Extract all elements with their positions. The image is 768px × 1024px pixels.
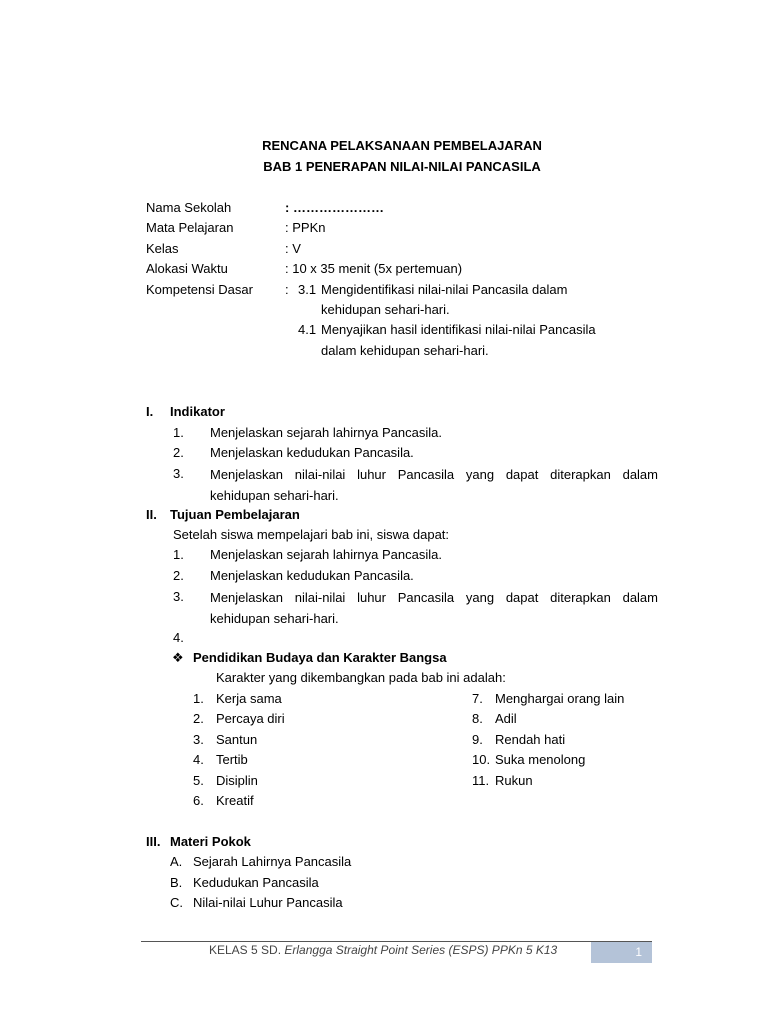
character-intro: Karakter yang dikembangkan pada bab ini adalah: xyxy=(216,670,506,685)
section-1-title: Indikator xyxy=(170,404,225,419)
chapter-title: BAB 1 PENERAPAN NILAI-NILAI PANCASILA xyxy=(263,159,541,174)
character-item: Adil xyxy=(495,711,517,726)
section-3-number: III. xyxy=(146,834,161,849)
school-value: : ………………… xyxy=(285,200,384,215)
list-item: Nilai-nilai Luhur Pancasila xyxy=(193,895,343,910)
list-item-number: 2. xyxy=(173,445,184,460)
list-item: Menjelaskan nilai-nilai luhur Pancasila yang dapat diterapkan dalam kehidupan sehari-hari. xyxy=(210,467,658,503)
list-item-number: 3. xyxy=(173,589,184,604)
character-item: Rendah hati xyxy=(495,732,566,747)
character-item: Menghargai orang lain xyxy=(495,691,625,706)
character-item-number: 6. xyxy=(193,793,204,808)
character-item: Kerja sama xyxy=(216,691,282,706)
kd1-text: Mengidentifikasi nilai-nilai Pancasila dalam xyxy=(321,282,568,297)
list-item-number: 3. xyxy=(173,466,184,481)
section-1-number: I. xyxy=(146,404,154,419)
list-item: Menjelaskan kedudukan Pancasila. xyxy=(210,568,414,583)
character-item-number: 8. xyxy=(472,711,483,726)
character-item: Percaya diri xyxy=(216,711,285,726)
character-item: Suka menolong xyxy=(495,752,586,767)
character-item: Disiplin xyxy=(216,773,258,788)
list-item: Kedudukan Pancasila xyxy=(193,875,319,890)
kd2-text-cont: dalam kehidupan sehari-hari. xyxy=(321,343,489,358)
kd1-number: 3.1 xyxy=(298,282,317,297)
footer-text xyxy=(209,943,557,957)
character-item-number: 10. xyxy=(472,752,491,767)
time-label: Alokasi Waktu xyxy=(146,261,228,276)
subject-label: Mata Pelajaran xyxy=(146,220,234,235)
list-item: Menjelaskan sejarah lahirnya Pancasila. xyxy=(210,425,442,440)
class-value: : V xyxy=(285,241,301,256)
kd2-text: Menyajikan hasil identifikasi nilai-nilai Pancasila xyxy=(321,322,596,337)
character-item-number: 2. xyxy=(193,711,204,726)
school-label: Nama Sekolah xyxy=(146,200,232,215)
character-item-number: 5. xyxy=(193,773,204,788)
section-3-title: Materi Pokok xyxy=(170,834,251,849)
list-item-number: B. xyxy=(170,875,183,890)
time-value: : 10 x 35 menit (5x pertemuan) xyxy=(285,261,463,276)
list-item: Menjelaskan nilai-nilai luhur Pancasila yang dapat diterapkan dalam kehidupan sehari-hari. xyxy=(210,590,658,626)
character-item-number: 9. xyxy=(472,732,483,747)
section-2-title: Tujuan Pembelajaran xyxy=(170,507,300,522)
character-item: Tertib xyxy=(216,752,248,767)
footer-divider xyxy=(141,941,652,942)
subject-value: : PPKn xyxy=(285,220,326,235)
list-item-number: A. xyxy=(170,854,183,869)
kd2-number: 4.1 xyxy=(298,322,317,337)
character-item-number: 1. xyxy=(193,691,204,706)
list-item: Sejarah Lahirnya Pancasila xyxy=(193,854,352,869)
footer-prefix: KELAS 5 SD. xyxy=(209,943,285,957)
section-2-number: II. xyxy=(146,507,157,522)
character-item-number: 11. xyxy=(472,773,490,788)
competence-colon: : xyxy=(285,282,289,297)
character-item: Santun xyxy=(216,732,258,747)
character-item-number: 4. xyxy=(193,752,204,767)
list-item: Menjelaskan sejarah lahirnya Pancasila. xyxy=(210,547,442,562)
class-label: Kelas xyxy=(146,241,179,256)
page-number: 1 xyxy=(591,942,652,963)
list-item-number: 4. xyxy=(173,630,184,645)
footer-series: Erlangga Straight Point Series (ESPS) PPKn 5 K13 xyxy=(284,943,558,957)
list-item-number: C. xyxy=(170,895,183,910)
diamond-bullet-icon: ❖ xyxy=(172,650,184,665)
section-2-intro: Setelah siswa mempelajari bab ini, siswa dapat: xyxy=(173,527,450,542)
character-item: Kreatif xyxy=(216,793,254,808)
character-title: Pendidikan Budaya dan Karakter Bangsa xyxy=(193,650,447,665)
character-item-number: 3. xyxy=(193,732,204,747)
list-item-number: 1. xyxy=(173,547,184,562)
list-item-number: 2. xyxy=(173,568,184,583)
list-item-number: 1. xyxy=(173,425,184,440)
character-item-number: 7. xyxy=(472,691,483,706)
list-item: Menjelaskan kedudukan Pancasila. xyxy=(210,445,414,460)
document-title: RENCANA PELAKSANAAN PEMBELAJARAN xyxy=(262,138,542,153)
competence-label: Kompetensi Dasar xyxy=(146,282,253,297)
kd1-text-cont: kehidupan sehari-hari. xyxy=(321,302,450,317)
character-item: Rukun xyxy=(495,773,533,788)
